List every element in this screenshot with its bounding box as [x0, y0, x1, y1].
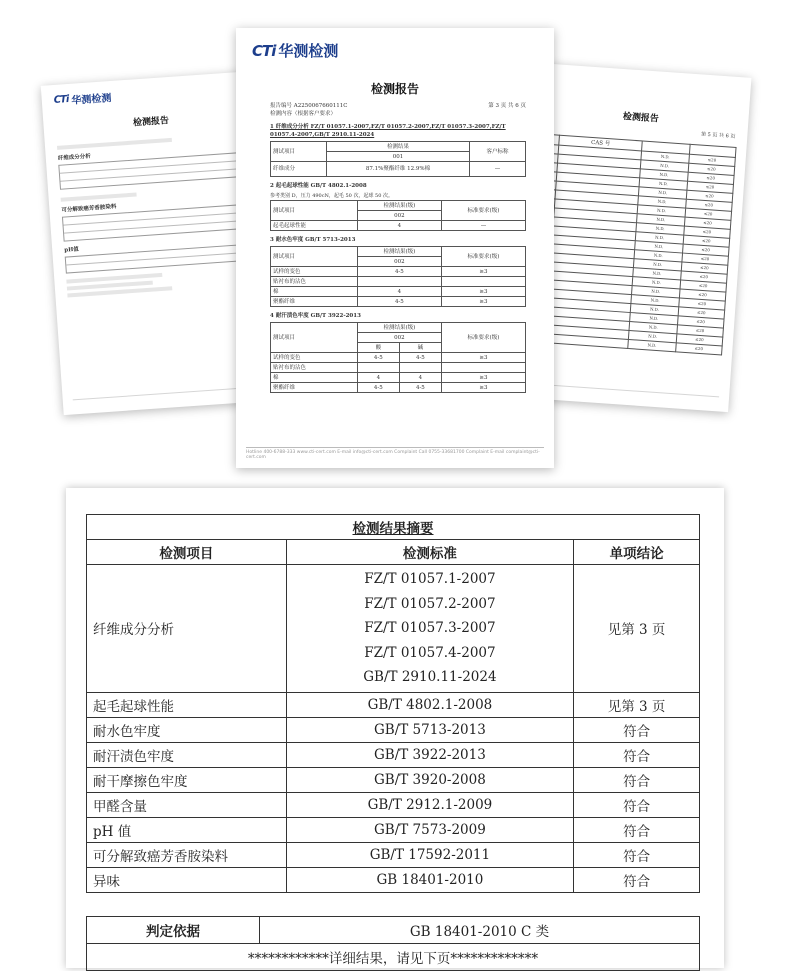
standard-cell: GB/T 7573-2009 [286, 817, 574, 842]
table-header-cell: CAS 号 [559, 135, 643, 151]
result-cell: 符合 [574, 867, 700, 892]
table-cell: ≤20 [685, 199, 732, 211]
item-cell: pH 值 [87, 817, 287, 842]
amine-table [527, 133, 736, 355]
cti-logo: CTi 华测检测 [252, 41, 339, 60]
item-cell: 甲醛含量 [87, 792, 287, 817]
section-heading: pH值 [64, 246, 80, 254]
header-result: 单项结论 [574, 540, 700, 565]
result-cell: 符合 [574, 792, 700, 817]
table-cell: N.D. [639, 178, 687, 190]
header-item: 检测项目 [87, 540, 287, 565]
standard-line: FZ/T 01057.3-2007 [364, 620, 496, 637]
standard-cell: GB/T 3920-2008 [286, 767, 574, 792]
table-row [87, 792, 700, 817]
cti-logo: CTi 华测检测 [53, 93, 112, 107]
table-row [87, 842, 700, 867]
table-cell: ≤20 [679, 298, 726, 310]
standard-cell: GB/T 17592-2011 [286, 842, 574, 867]
table-cell: N.D. [631, 295, 679, 307]
item-cell: 异味 [87, 867, 287, 892]
table-cell: ≤20 [675, 343, 722, 355]
table-cell: N.D. [637, 214, 685, 226]
basis-label: 判定依据 [87, 917, 260, 944]
report-number: 报告编号 A2250067660111C [270, 103, 348, 109]
basis-value: GB 18401-2010 C 类 [260, 917, 700, 944]
table-cell: N.D. [632, 277, 680, 289]
standard-line: FZ/T 01057.2-2007 [364, 595, 496, 612]
result-cell: 符合 [574, 842, 700, 867]
table-cell: ≤20 [677, 325, 724, 337]
table-cell: N.D. [641, 160, 689, 172]
table-cell: ≤20 [684, 217, 731, 229]
section-2-note: 参考类别 D，压力 490cN，起毛 50 次，起球 50 次。 [270, 193, 393, 199]
table-cell: N.D. [629, 322, 677, 334]
result-cell: 见第 3 页 [574, 565, 700, 693]
table-cell: N.D. [634, 250, 682, 262]
summary-title: 检测结果摘要 [87, 515, 700, 540]
table-cell: ≤20 [687, 181, 734, 193]
table-row [87, 767, 700, 792]
item-cell: 起毛起球性能 [87, 692, 287, 717]
result-cell: 符合 [574, 767, 700, 792]
table-cell: ≤20 [679, 289, 726, 301]
test-content-label: 检测内容（根据客户要求） [270, 111, 337, 117]
item-cell: 耐汗渍色牢度 [87, 742, 287, 767]
section-3-title: 3 耐水色牢度 GB/T 5713-2013 [270, 237, 356, 243]
table-cell: ≤20 [685, 208, 732, 220]
table-cell: N.D. [634, 259, 682, 271]
header-standard: 检测标准 [286, 540, 574, 565]
table-cell: N.D. [630, 304, 678, 316]
table-cell: N.D. [640, 169, 688, 181]
details-footnote: ************详细结果，请见下页************* [87, 944, 700, 971]
table-cell: ≤20 [677, 316, 724, 328]
result-cell: 符合 [574, 717, 700, 742]
result-cell: 见第 3 页 [574, 692, 700, 717]
table-row [87, 717, 700, 742]
section-4-title: 4 耐汗渍色牢度 GB/T 3922-2013 [270, 313, 361, 319]
item-cell: 可分解致癌芳香胺染料 [87, 842, 287, 867]
table-cell: N.D. [628, 339, 676, 351]
table-cell: ≤20 [687, 172, 734, 184]
table-cell: N.D. [636, 232, 684, 244]
table-row [87, 867, 700, 892]
page-title: 检测报告 [370, 82, 419, 96]
section-2-title: 2 起毛起球性能 GB/T 4802.1-2008 [270, 183, 367, 189]
table-row [87, 742, 700, 767]
page-title: 检测报告 [622, 112, 660, 125]
table-cell: N.D. [633, 268, 681, 280]
table-row [87, 817, 700, 842]
table-cell: N.D. [632, 286, 680, 298]
table-cell: ≤20 [686, 190, 733, 202]
standard-line: GB/T 2910.11-2024 [363, 669, 497, 686]
standard-cell: GB/T 5713-2013 [286, 717, 574, 742]
verdict-table [86, 916, 700, 971]
table-row [87, 565, 700, 693]
table-cell: ≤20 [676, 334, 723, 346]
result-cell: 符合 [574, 742, 700, 767]
table-cell: ≤20 [680, 280, 727, 292]
report-preview-area [0, 0, 790, 480]
summary-table [86, 514, 700, 893]
table-cell: ≤20 [689, 154, 736, 166]
table-row [87, 692, 700, 717]
item-cell: 纤维成分分析 [87, 565, 287, 693]
table-cell: N.D. [635, 241, 683, 253]
table-cell: N.D. [636, 223, 684, 235]
table-cell: N.D. [629, 330, 677, 342]
standard-cell: GB/T 2912.1-2009 [286, 792, 574, 817]
item-cell: 耐水色牢度 [87, 717, 287, 742]
page-title: 检测报告 [132, 116, 170, 129]
table-cell: N.D. [639, 187, 687, 199]
page-footer: Hotline 400-6788-333 www.cti-cert.com E-mail info@cti-cert.com Complaint Call 0755-33681700 Complaint E-mail complaint@cti-cert.com [246, 447, 544, 460]
standard-cell: GB 18401-2010 [286, 867, 574, 892]
perspiration-fastness-table: 测试项目 检测结果(级) 标准要求(级) 002 酸 碱 试样的变色 4-5 4-5 ≥3 贴衬布的沾色 棉 4 4 ≥3 聚酯纤维 4-5 4-5 ≥3 [270, 322, 526, 393]
table-cell: N.D. [630, 313, 678, 325]
standard-cell: GB/T 3922-2013 [286, 742, 574, 767]
table-cell: ≤20 [682, 244, 729, 256]
table-cell: ≤20 [682, 253, 729, 265]
table-cell: N.D. [641, 151, 689, 163]
page-number: 第 5 页 共 6 页 [700, 131, 736, 140]
summary-sheet [66, 488, 724, 968]
water-fastness-table: 测试项目 检测结果(级) 标准要求(级) 002 试样的变色 4-5 ≥3 贴衬布的沾色 棉 4 ≥3 聚酯纤维 4-5 ≥3 [270, 246, 526, 307]
standard-line: FZ/T 01057.4-2007 [364, 644, 496, 661]
standard-line: FZ/T 01057.1-2007 [364, 571, 496, 587]
result-cell: 符合 [574, 817, 700, 842]
section-heading: 纤维成分分析 [57, 153, 92, 162]
table-cell: ≤20 [681, 262, 728, 274]
table-cell: N.D. [637, 205, 685, 217]
report-page-center [236, 28, 554, 468]
table-cell: N.D. [638, 196, 686, 208]
page-number: 第 3 页 共 6 页 [488, 103, 526, 109]
section-1-title: 1 纤维成分分析 FZ/T 01057.1-2007,FZ/T 01057.2-2007,FZ/T 01057.3-2007,FZ/T 01057.4-2007,GB/T 2910.11-2024 [270, 124, 506, 138]
pilling-table: 测试项目 检测结果(级) 标准要求(级) 002 起毛起球性能 4 — [270, 200, 526, 231]
table-cell: ≤20 [684, 226, 731, 238]
table-cell: ≤20 [680, 271, 727, 283]
table-cell: ≤20 [688, 163, 735, 175]
item-cell: 耐干摩擦色牢度 [87, 767, 287, 792]
table-cell: ≤20 [678, 307, 725, 319]
section-heading: 可分解致癌芳香胺染料 [61, 203, 117, 214]
standard-cell: GB/T 4802.1-2008 [286, 692, 574, 717]
fiber-table: 测试项目 检测结果 客户标称 001 纤维成分 87.1%聚酯纤维 12.9%棉 — [270, 141, 526, 177]
table-cell: ≤20 [683, 235, 730, 247]
